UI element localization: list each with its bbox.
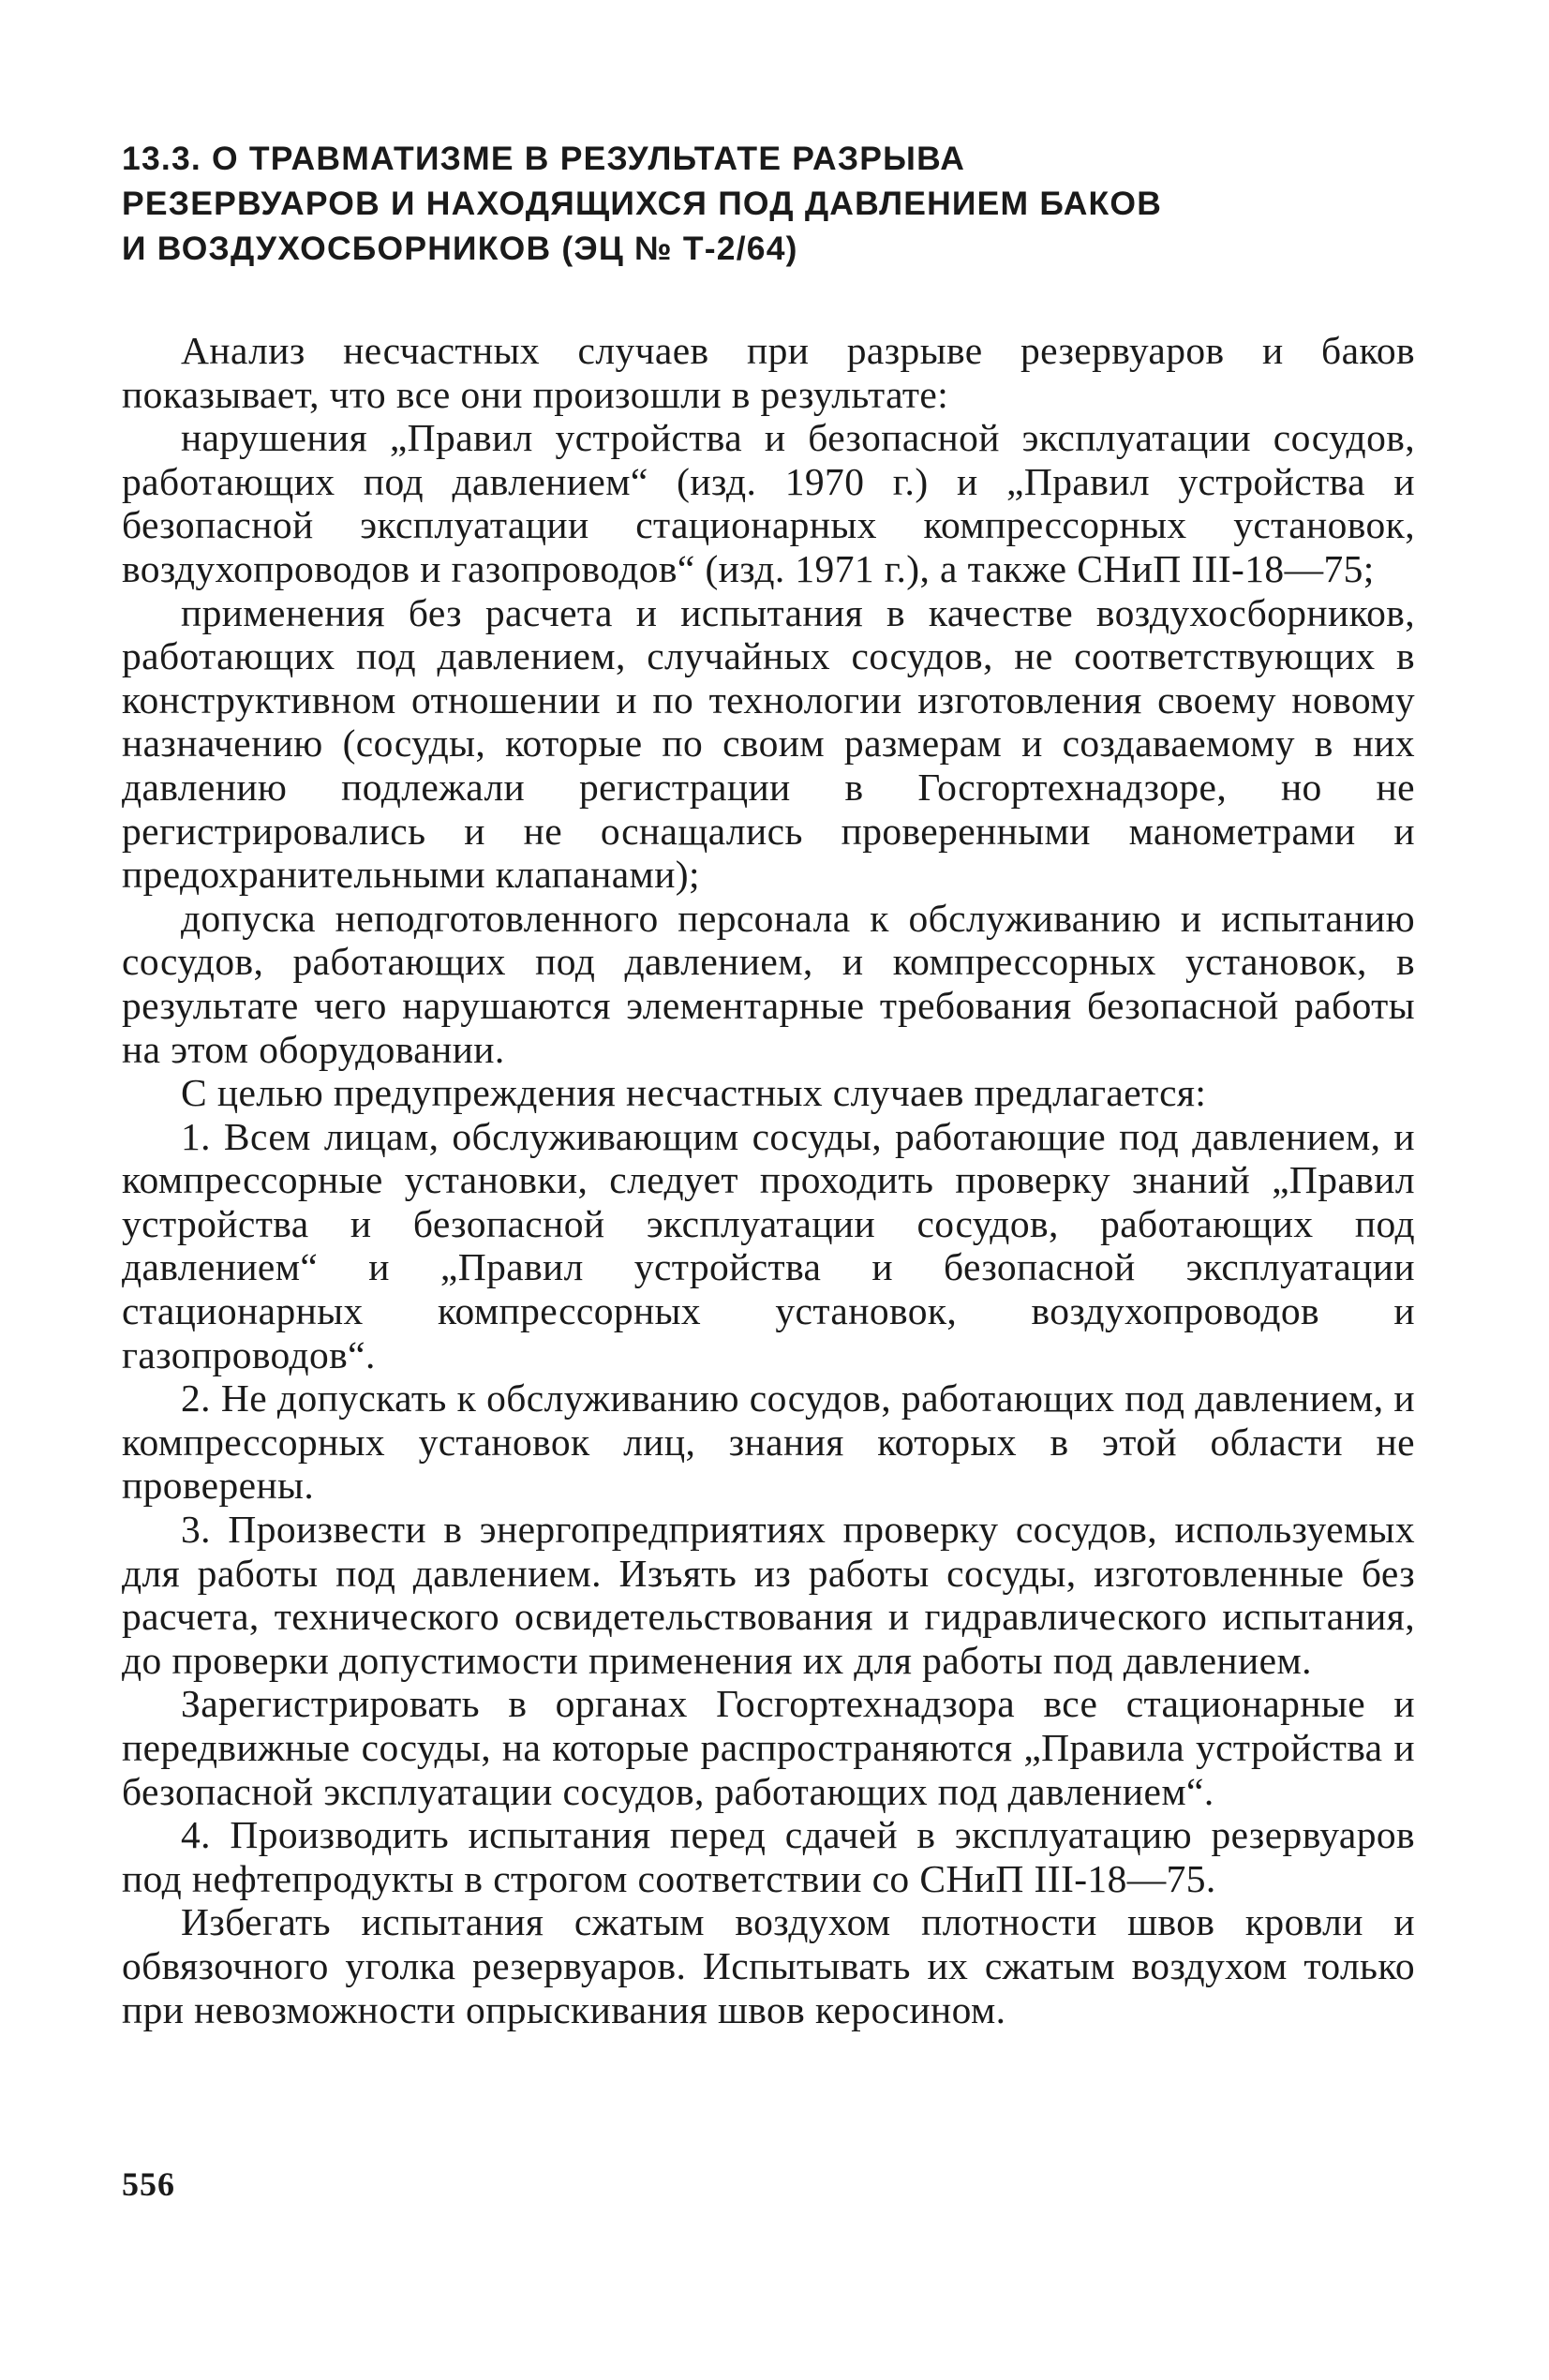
- heading-line-3: И ВОЗДУХОСБОРНИКОВ (ЭЦ № Т-2/64): [122, 230, 798, 267]
- paragraph-proposal-3: 3. Произвести в энергопредприятиях проверку сосудов, используемых для работы под давлением. Изъять из работы сосуды, изготовленные без расчета, технического освидетельствования и гидравлического испытания, до проверки допустимости применения их для работы под давлением.: [122, 1508, 1415, 1682]
- page-number: 556: [122, 2165, 175, 2203]
- paragraph-proposal-4: 4. Производить испытания перед сдачей в эксплуатацию резервуаров под нефтепродукты в строгом соответствии со СНиП III-18—75.: [122, 1813, 1415, 1900]
- paragraph-proposals-intro: С целью предупреждения несчастных случаев предлагается:: [181, 1071, 1207, 1115]
- paragraph-cause-untrained-staff: допуска неподготовленного персонала к обслуживанию и испытанию сосудов, работающих под давлением, и компрессорных установок, в результате чего нарушаются элементарные требования безопасной работы на этом оборудовании.: [122, 896, 1415, 1071]
- heading-line-2: РЕЗЕРВУАРОВ И НАХОДЯЩИХСЯ ПОД ДАВЛЕНИЕМ БАКОВ: [122, 185, 1163, 222]
- paragraph-intro: Анализ несчастных случаев при разрыве резервуаров и баков показывает, что все они произошли в результате:: [122, 329, 1415, 416]
- body-text: [122, 329, 1415, 2031]
- section-heading: [122, 136, 1415, 271]
- paragraph-proposal-4-air-testing: Избегать испытания сжатым воздухом плотности швов кровли и обвязочного уголка резервуаров. Испытывать их сжатым воздухом только при невозможности опрыскивания швов керосином.: [122, 1900, 1415, 2031]
- document-page: [122, 136, 1415, 2031]
- paragraph-cause-random-vessels: применения без расчета и испытания в качестве воздухосборников, работающих под давлением, случайных сосудов, не соответствующих в конструктивном отношении и по технологии изготовления своему новому назначению (сосуды, которые по своим размерам и создаваемому в них давлению подлежали регистрации в Госгортехнадзоре, но не регистрировались и не оснащались проверенными манометрами и предохранительными клапанами);: [122, 590, 1415, 897]
- paragraph-proposal-3-registration: Зарегистрировать в органах Госгортехнадзора все стационарные и передвижные сосуды, на которые распространяются „Правила устройства и безопасной эксплуатации сосудов, работающих под давлением“.: [122, 1682, 1415, 1813]
- paragraph-proposal-2: 2. Не допускать к обслуживанию сосудов, работающих под давлением, и компрессорных установок лиц, знания которых в этой области не проверены.: [122, 1376, 1415, 1508]
- heading-line-1: 13.3. О ТРАВМАТИЗМЕ В РЕЗУЛЬТАТЕ РАЗРЫВА: [122, 140, 966, 177]
- paragraph-cause-rules-violation: нарушения „Правил устройства и безопасной эксплуатации сосудов, работающих под давлением“ (изд. 1970 г.) и „Правил устройства и безопасной эксплуатации стационарных компрессорных установок, воздухопроводов и газопроводов“ (изд. 1971 г.), а также СНиП III-18—75;: [122, 416, 1415, 590]
- paragraph-proposal-1: 1. Всем лицам, обслуживающим сосуды, работающие под давлением, и компрессорные установки, следует проходить проверку знаний „Правил устройства и безопасной эксплуатации сосудов, работающих под давлением“ и „Правил устройства и безопасной эксплуатации стационарных компрессорных установок, воздухопроводов и газопроводов“.: [122, 1114, 1415, 1376]
